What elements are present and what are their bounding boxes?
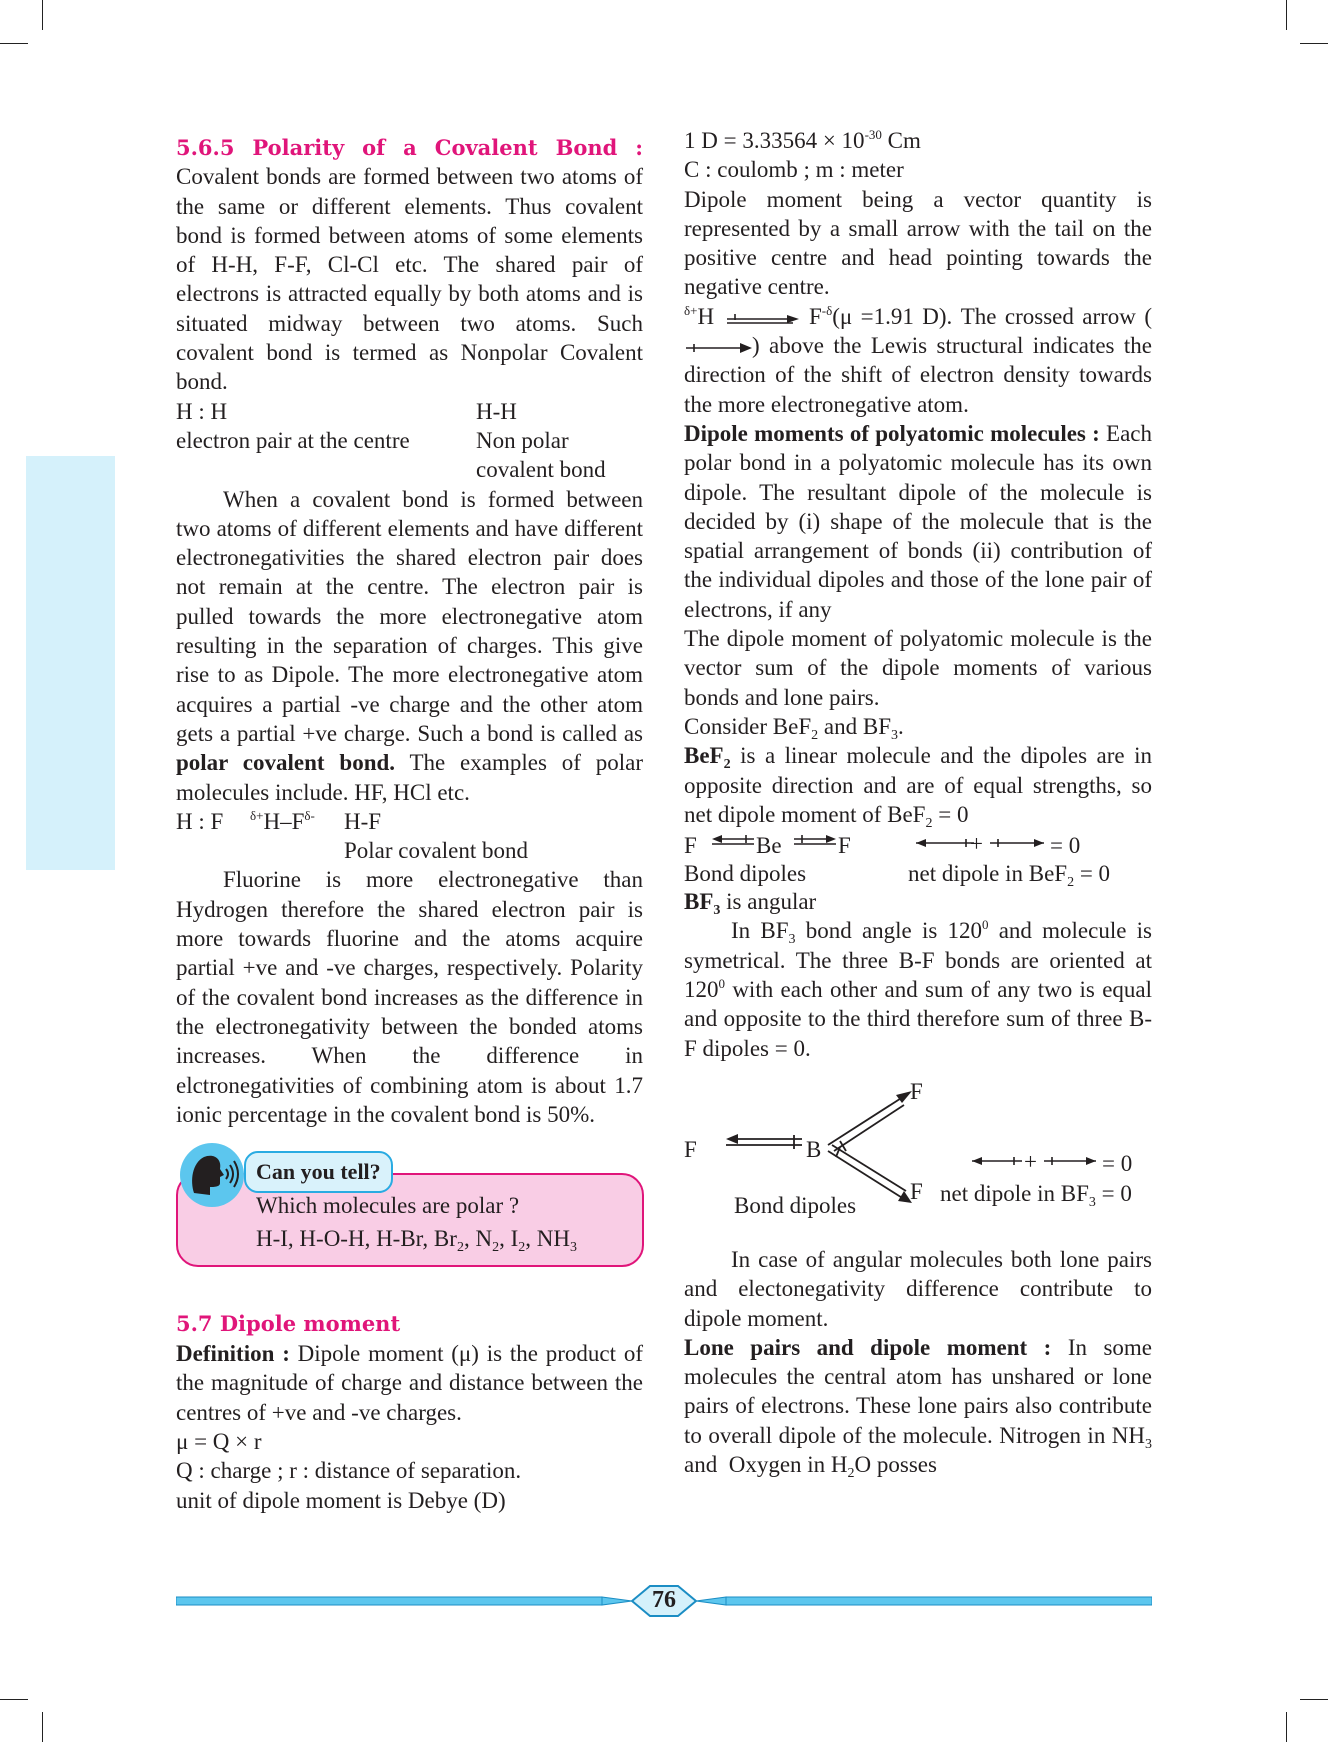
delta-minus: δ- bbox=[304, 807, 315, 823]
bf3-paragraph: In $BF_3$ bond angle is $120^0$ and molecule is symetrical. The three B-F bonds are oriented at $120^0$ with each other and sum of any two is equal and opposite to the third therefore sum of three B-F dipoles = 0. bbox=[684, 917, 1152, 1061]
can-you-tell-box bbox=[176, 1143, 643, 1293]
lone-pairs-paragraph bbox=[684, 1333, 1152, 1479]
consider-line: Consider BeF$_2$ and $BF_3$. bbox=[684, 713, 904, 743]
bond-dipoles-label: Bond dipoles bbox=[684, 861, 807, 887]
section-57-heading: 5.7 Dipole moment bbox=[176, 1311, 401, 1337]
polar-text: When a covalent bond is formed between two atoms of different elements and have different electronegativities the shared electron pair does not remain at the centre. The electron pair is pulled towards the more electronegative atom resulting in the separation of charges. This give rise to as Dipole. The more electronegative atom acquires a partial -ve charge and the other atom gets a partial +ve charge. Such a bond is called as bbox=[176, 486, 643, 746]
formula: μ = Q × r bbox=[176, 1428, 262, 1454]
units-legend: C : coulomb ; m : meter bbox=[684, 157, 904, 183]
section-565 bbox=[176, 133, 643, 397]
dipole-arrow-right-icon bbox=[988, 837, 1046, 849]
bf3-line bbox=[684, 887, 1152, 919]
hf-lewis: H : F bbox=[176, 808, 224, 834]
crop-mark bbox=[0, 1699, 28, 1700]
fluorine-paragraph: Fluorine is more electronegative than Hydrogen therefore the shared electron pair is more towards fluorine and the atoms acquire partial +ve and -ve charges, respectively. Polarity of the covalent bond increases as the difference in the electronegativity between the bonded atoms increases. When the difference in elctronegativities of combining atom is about 1.7 ionic percentage in the covalent bond is 50%. bbox=[176, 867, 643, 1127]
dipole-arrow-right-icon bbox=[1042, 1155, 1098, 1167]
dipole-arrow-left-icon bbox=[970, 1155, 1024, 1167]
vector-paragraph: Dipole moment being a vector quantity is represented by a small arrow with the tail on the positive centre and head pointing towards the negative centre. bbox=[684, 186, 1152, 300]
hh-lewis: H : H bbox=[176, 398, 228, 424]
crop-mark bbox=[42, 0, 43, 30]
lone-pairs-heading: Lone pairs and dipole moment : bbox=[684, 1334, 1052, 1360]
bf-dipole-left-icon bbox=[724, 1127, 804, 1157]
lone-pairs-body: In some molecules the central atom has unshared or lone pairs of electrons. These lone pairs also contribute to overall dipole of the molecule. Nitrogen in $NH_3$ and Oxygen in $H_2O$ posses bbox=[684, 1334, 1152, 1481]
polar-examples: The examples of polar molecules include. HF, HCl etc. bbox=[176, 750, 643, 805]
crop-mark bbox=[0, 43, 28, 44]
equals-zero: = 0 bbox=[1050, 833, 1081, 859]
dipole-arrow-left-icon bbox=[914, 837, 976, 849]
plus-sign: + bbox=[970, 831, 983, 857]
bf3-label: $BF_3$ bbox=[684, 889, 721, 919]
polyatomic-heading: Dipole moments of polyatomic molecules : bbox=[684, 420, 1100, 446]
crossed-arrow-icon bbox=[684, 342, 752, 354]
formula-legend: Q : charge ; r : distance of separation. bbox=[176, 1458, 522, 1484]
hh-formula: H-H bbox=[476, 398, 517, 424]
crop-mark bbox=[1286, 0, 1287, 30]
hf-caption: Polar covalent bond bbox=[344, 838, 528, 864]
equals-zero: = 0 bbox=[1102, 1150, 1133, 1176]
debye-definition bbox=[684, 126, 1152, 155]
hh-caption: electron pair at the centre bbox=[176, 427, 410, 453]
page-footer bbox=[176, 1580, 1152, 1630]
crop-mark bbox=[1286, 1712, 1287, 1742]
hf-dipole-value: (μ =1.91 D). The crossed arrow bbox=[832, 303, 1136, 329]
delta-plus: δ+ bbox=[250, 807, 264, 823]
bf3-diagram bbox=[684, 1077, 1152, 1245]
definition-label: Definition : bbox=[176, 1341, 290, 1367]
atom-be: Be bbox=[756, 833, 782, 859]
crossed-arrow-icon bbox=[723, 311, 801, 327]
right-column bbox=[684, 126, 1152, 1479]
polar-paragraph bbox=[176, 485, 643, 807]
speaking-head-icon bbox=[180, 1143, 244, 1207]
plus-sign: + bbox=[1024, 1148, 1037, 1174]
bef2-label: BeF$_2$ bbox=[684, 743, 731, 773]
dipole-arrow-left-icon bbox=[710, 833, 758, 849]
hf-example bbox=[176, 807, 643, 866]
hh-example bbox=[176, 397, 643, 485]
callout-question: Which molecules are polar ? bbox=[256, 1193, 520, 1219]
atom-f: F bbox=[684, 833, 697, 859]
bef2-paragraph bbox=[684, 741, 1152, 829]
debye-unit: Cm bbox=[887, 128, 921, 153]
crop-mark bbox=[42, 1712, 43, 1742]
page-number: 76 bbox=[652, 1587, 676, 1613]
unit-line: unit of dipole moment is Debye (D) bbox=[176, 1487, 506, 1513]
delta-minus: -δ bbox=[821, 302, 833, 318]
hf-bond: H–F bbox=[263, 808, 305, 834]
atom-f: F bbox=[808, 303, 822, 329]
polar-term: polar covalent bond. bbox=[176, 750, 396, 776]
hh-type-line2: covalent bond bbox=[476, 457, 606, 483]
net-dipole-label: net dipole in BeF$_2$ = 0 bbox=[908, 861, 1111, 891]
atom-f-left: F bbox=[684, 1136, 697, 1162]
atom-h: H bbox=[697, 303, 715, 329]
bef2-diagram bbox=[684, 829, 1152, 891]
crop-mark bbox=[1300, 1699, 1328, 1700]
dipole-arrow-right-icon bbox=[790, 833, 838, 849]
crop-mark bbox=[1300, 43, 1328, 44]
vector-sum-paragraph: The dipole moment of polyatomic molecule is the vector sum of the dipole moments of various bonds and lone pairs. bbox=[684, 626, 1152, 710]
hf-partial-charges bbox=[250, 807, 344, 836]
crossed-arrow-text: ) above the Lewis structural indicates the direction of the shift of electron density towards the more electronegative atom. bbox=[684, 333, 1152, 417]
angular-paragraph: In case of angular molecules both lone pairs and electonegativity difference contribute to dipole moment. bbox=[684, 1246, 1152, 1331]
callout-list: H-I, H-O-H, H-Br, $Br_2$, $N_2$, $I_2$, $NH_3$ bbox=[256, 1226, 577, 1256]
section-body: Covalent bonds are formed between two atoms of the same or different elements. Thus covalent bond is formed between atoms of some elements of H-H, F-F, Cl-Cl etc. The shared pair of electrons is attracted equally by both atoms and is situated midway between two atoms. Such covalent bond is termed as Nonpolar Covalent bond. bbox=[176, 164, 643, 395]
polyatomic-paragraph bbox=[684, 419, 1152, 624]
paren: ( bbox=[1144, 303, 1152, 329]
debye-value: 1 D = 3.33564 × 10 bbox=[684, 128, 865, 153]
atom-b: B bbox=[806, 1136, 822, 1162]
hh-type-line1: Non polar bbox=[476, 427, 569, 453]
section-heading: 5.6.5 Polarity of a Covalent Bond : bbox=[176, 135, 643, 160]
bond-dipoles-label: Bond dipoles bbox=[734, 1192, 857, 1218]
polyatomic-body: Each polar bond in a polyatomic molecule has its own dipole. The resultant dipole of the molecule is decided by (i) shape of the molecule that is the spatial arrangement of bonds (ii) contribution of the individual dipoles and those of the lone pair of electrons, if any bbox=[684, 420, 1152, 622]
definition bbox=[176, 1339, 643, 1427]
atom-f-top: F bbox=[910, 1078, 923, 1104]
definition-body: Dipole moment (μ) is the product of the magnitude of charge and distance between the centres of +ve and -ve charges. bbox=[176, 1341, 643, 1425]
debye-exponent: -30 bbox=[864, 127, 882, 142]
hf-dipole-paragraph bbox=[684, 302, 1152, 419]
bef2-body: is a linear molecule and the dipoles are in opposite direction and are of equal strengths, so net dipole moment of BeF$_2$ = 0 bbox=[684, 743, 1152, 831]
delta-plus: δ+ bbox=[684, 302, 698, 318]
atom-f-bottom: F bbox=[910, 1178, 923, 1204]
side-tab bbox=[26, 456, 115, 870]
left-column bbox=[176, 133, 643, 1515]
atom-f: F bbox=[838, 833, 851, 859]
net-dipole-label: net dipole in $BF_3 = 0$ bbox=[940, 1180, 1132, 1210]
callout-title: Can you tell? bbox=[244, 1151, 393, 1193]
bf3-angular: is angular bbox=[726, 889, 817, 915]
hf-formula: H-F bbox=[344, 808, 382, 834]
